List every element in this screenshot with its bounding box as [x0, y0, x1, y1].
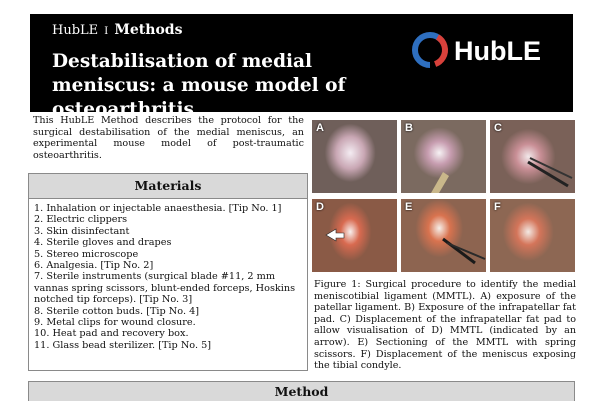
- arrow-icon: [312, 199, 397, 272]
- material-item: 1. Inhalation or injectable anaesthesia. [Tip No. 1]: [34, 203, 282, 214]
- material-item: 10. Heat pad and recovery box.: [34, 328, 189, 340]
- material-item: 11. Glass bead sterilizer. [Tip No. 5]: [34, 339, 212, 351]
- forceps-icon: [401, 120, 486, 193]
- material-item: 7. Sterile instruments (surgical blade #11, 2 mm vannas spring scissors, blunt-ended forceps, Hoskins notched tip forceps). [Tip No. 3]: [34, 271, 296, 306]
- logo-text: HubLE: [454, 36, 541, 66]
- intro-paragraph: This HubLE Method describes the protocol for the surgical destabilisation of the medial meniscus, an experimental mouse model of post-traumatic osteoarthritis.: [33, 115, 304, 161]
- material-item: 6. Analgesia. [Tip No. 2]: [34, 260, 154, 272]
- material-item: 2. Electric clippers: [34, 214, 128, 226]
- materials-list: [29, 199, 307, 351]
- figure-panel-a: [312, 120, 397, 193]
- material-item: 9. Metal clips for wound closure.: [34, 317, 196, 329]
- material-item: 3. Skin disinfectant: [34, 225, 130, 237]
- panel-label: F: [494, 201, 501, 213]
- huble-logo: [408, 28, 560, 72]
- figure-panel-b: [401, 120, 486, 193]
- method-heading: Method: [28, 381, 575, 401]
- figure-panel-f: [490, 199, 575, 272]
- materials-box: [28, 173, 308, 371]
- panel-label: E: [405, 201, 413, 213]
- figure-panel-c: [490, 120, 575, 193]
- page-title: Destabilisation of medial meniscus: a mouse model of osteoarthritis: [52, 51, 346, 120]
- series-label: [52, 22, 182, 38]
- panel-label: C: [494, 122, 502, 134]
- section-name: Methods: [114, 22, 183, 38]
- panel-label: B: [405, 122, 413, 134]
- panel-label: A: [316, 122, 324, 134]
- figure-panels: [312, 120, 575, 272]
- figure-panel-d: [312, 199, 397, 272]
- header-banner: [30, 14, 573, 120]
- material-item: 4. Sterile gloves and drapes: [34, 237, 172, 249]
- figure-panel-e: [401, 199, 486, 272]
- figure-caption: Figure 1: Surgical procedure to identify the medial meniscotibial ligament (MMTL). A) exposure of the patellar ligament. B) Exposure of the infrapatellar fat pad. C) Displacement of the infrapatellar fat pad to allow visualisation of D) MMTL (indicated by an arrow). E) Sectioning of the MMTL with spring scissors. F) Displacement of the meniscus exposing the tibial condyle.: [314, 279, 576, 372]
- series-name: HubLE: [52, 23, 99, 38]
- forceps-icon: [490, 120, 575, 193]
- series-separator: I: [104, 26, 109, 37]
- panel-label: D: [316, 201, 324, 213]
- materials-heading: Materials: [29, 174, 307, 199]
- material-item: 8. Sterile cotton buds. [Tip No. 4]: [34, 305, 200, 317]
- material-item: 5. Stereo microscope: [34, 248, 139, 260]
- scissors-icon: [401, 199, 486, 272]
